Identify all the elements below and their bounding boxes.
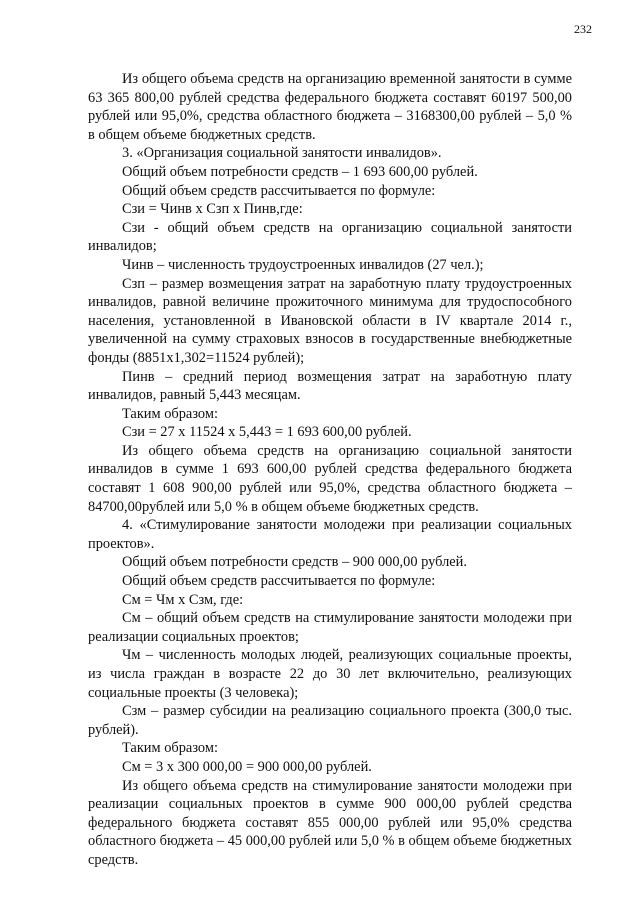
formula-intro-disabled: Общий объем средств рассчитывается по формуле: [122,182,436,199]
formula-disabled: Сзи = Чинв х Сзп х Пинв,где: [122,201,303,218]
page-number: 232 [574,22,592,36]
calculation-youth: См = 3 х 300 000,00 = 900 000,00 рублей. [122,758,372,775]
definition-szm: Сзм – размер субсидии на реализацию социального проекта (300,0 тыс. рублей). [88,703,572,738]
paragraph-youth-summary: Из общего объема средств на стимулирование занятости молодежи при реализации социальных проектов в сумме 900 000,00 рублей средства федерального бюджета составят 855 000,00 рублей или 95,0% средства областного бюджета – 45 000,00 рублей или 5,0 % в общем объеме бюджетных средств. [88,777,572,868]
definition-szi: Сзи - общий объем средств на организацию социальной занятости инвалидов; [88,219,572,255]
section-heading-youth-employment: 4. «Стимулирование занятости молодежи при реализации социальных проектов». [88,517,572,552]
total-need-disabled: Общий объем потребности средств – 1 693 600,00 рублей. [122,163,478,180]
thus-label-youth: Таким образом: [122,740,218,757]
thus-label-disabled: Таким образом: [122,405,218,422]
total-need-youth: Общий объем потребности средств – 900 000,00 рублей. [122,554,467,571]
definition-chm: Чм – численность молодых людей, реализующих социальные проекты, из числа граждан в возрасте 22 до 30 лет включительно, реализующих социальные проекты (3 человека); [88,647,572,701]
document-body [88,70,572,870]
definition-szp: Сзп – размер возмещения затрат на заработную плату трудоустроенных инвалидов, равной величине прожиточного минимума для трудоспособного населения, установленной в Ивановской области в IV квартале 2014 г., увеличенной на сумму страховых взносов в государственные внебюджетные фонды (8851х1,302=11524 рублей); [88,275,572,366]
formula-youth: См = Чм х Сзм, где: [122,591,244,608]
paragraph-disabled-summary: Из общего объема средств на организацию социальной занятости инвалидов в сумме 1 693 600,00 рублей средства федерального бюджета составят 1 608 900,00 рублей или 95,0%, средства областного бюджета – 84700,00рублей или 5,0 % в общем объеме бюджетных средств. [88,442,572,515]
paragraph-temporary-employment-summary: Из общего объема средств на организацию временной занятости в сумме 63 365 800,00 рублей средства федерального бюджета составят 60197 500,00 рублей или 95,0%, средства областного бюджета – 3168300,00 рублей – 5,0 % в общем объеме бюджетных средств. [88,71,572,143]
formula-intro-youth: Общий объем средств рассчитывается по формуле: [122,573,436,590]
section-heading-social-employment-disabled: 3. «Организация социальной занятости инвалидов». [122,145,442,162]
calculation-disabled: Сзи = 27 х 11524 х 5,443 = 1 693 600,00 рублей. [122,424,412,441]
definition-pinv: Пинв – средний период возмещения затрат на заработную плату инвалидов, равный 5,443 месяцам. [88,368,572,404]
definition-chinv: Чинв – численность трудоустроенных инвалидов (27 чел.); [122,256,484,273]
definition-sm: См – общий объем средств на стимулирование занятости молодежи при реализации социальных проектов; [88,610,572,645]
